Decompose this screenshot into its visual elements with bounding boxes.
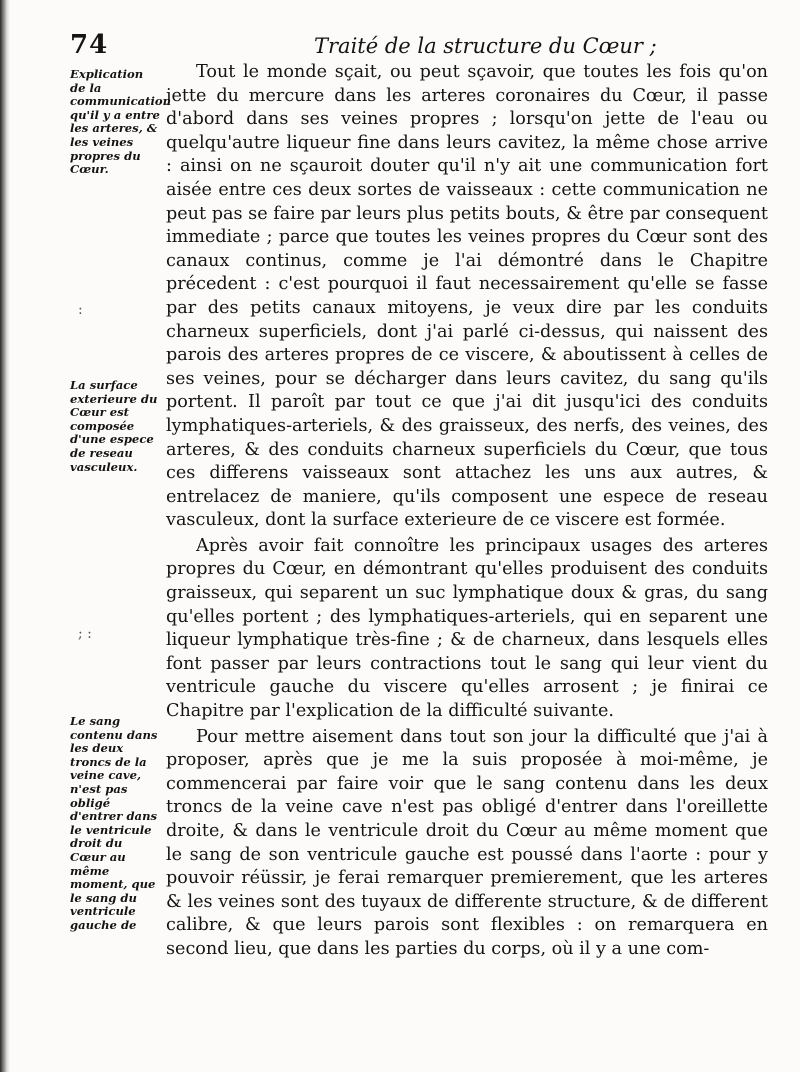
running-title: Traité de la structure du Cœur ; (314, 34, 657, 58)
stray-mark: : (78, 302, 83, 318)
paragraph-text: Après avoir fait connoître les principaux usages des arteres propres du Cœur, en démontrant qu'elles produisent des conduits graisseux, qui separent un suc lymphatique doux & gras, du sang qu'elles portent ; des lymphatiques-arteriels, qui en separent une liqueur lymphatique très-fine ; & de charneux, dans lesquels elles font passer par leurs contractions tout le sang qui leur vient du ventricule gauche du viscere qu'elles arrosent ; je finirai ce Chapitre par l'explication de la difficulté suivante. (166, 535, 768, 722)
paragraph (166, 726, 768, 962)
paragraph-text: Tout le monde sçait, ou peut sçavoir, que toutes les fois qu'on jette du mercure dans les arteres coronaires du Cœur, il passe d'abord dans ses veines propres ; lorsqu'on jette de l'eau ou quelqu'autre liqueur fine dans leurs cavitez, la même chose arrive : ainsi on ne sçauroit douter qu'il n'y ait une communication fort aisée entre ces deux sortes de vaisseaux : cette communication ne peut pas se faire par leurs plus petits bouts, & être par consequent immediate ; parce que toutes les veines propres du Cœur sont des canaux continus, comme je l'ai démontré dans le Chapitre précedent : c'est pourquoi il faut necessairement qu'elle se fasse par des petits canaux mitoyens, je veux dire par les conduits charneux superficiels, dont j'ai parlé ci-dessus, qui naissent des parois des arteres propres de ce viscere, & aboutissent à celles de ses veines, pour se décharger dans leurs cavitez, du sang qu'ils portent. Il paroît par tout ce que j'ai dit jusqu'ici des conduits lymphatiques-arteriels, & des graisseux, des nerfs, des veines, des arteres, & des conduits charneux superficiels du Cœur, que tous ces differens vaisseaux sont attachez les uns aux autres, & entrelacez de maniere, qu'ils composent une espece de reseau vasculeux, dont la surface exterieure de ce viscere est formée. (166, 62, 768, 531)
stray-mark: ; : (78, 626, 92, 642)
page-header (70, 30, 657, 60)
margin-note-communication: Explication de la communication qu'il y a entre les arteres, & les veines propres du Cœur. (70, 67, 172, 177)
page-number: 74 (70, 30, 109, 60)
paragraph-text: Pour mettre aisement dans tout son jour la difficulté que j'ai à proposer, après que je me la suis proposée à moi-même, je commencerai par faire voir que le sang contenu dans les deux troncs de la veine cave n'est pas obligé d'entrer dans l'oreillette droite, & dans le ventricule droit du Cœur au même moment que le sang de son ventricule gauche est poussé dans l'aorte : pour y pouvoir réüssir, je ferai remarquer premierement, que les arteres & les veines sont des tuyaux de differente structure, & de different calibre, & que leurs parois sont flexibles : on remarquera en second lieu, que dans les parties du corps, où il y a une com- (166, 726, 768, 959)
margin-note-surface: La surface exterieure du Cœur est composée d'une espece de reseau vasculeux. (70, 378, 158, 474)
paragraph (166, 535, 768, 724)
paragraph (166, 61, 768, 533)
main-text-block (166, 61, 768, 962)
margin-note-veine-cave: Le sang contenu dans les deux troncs de la veine cave, n'est pas obligé d'entrer dans le ventricule droit du Cœur au même moment, que le sang du ventricule gauche de (70, 714, 158, 932)
page-edge-shadow (0, 0, 10, 1072)
